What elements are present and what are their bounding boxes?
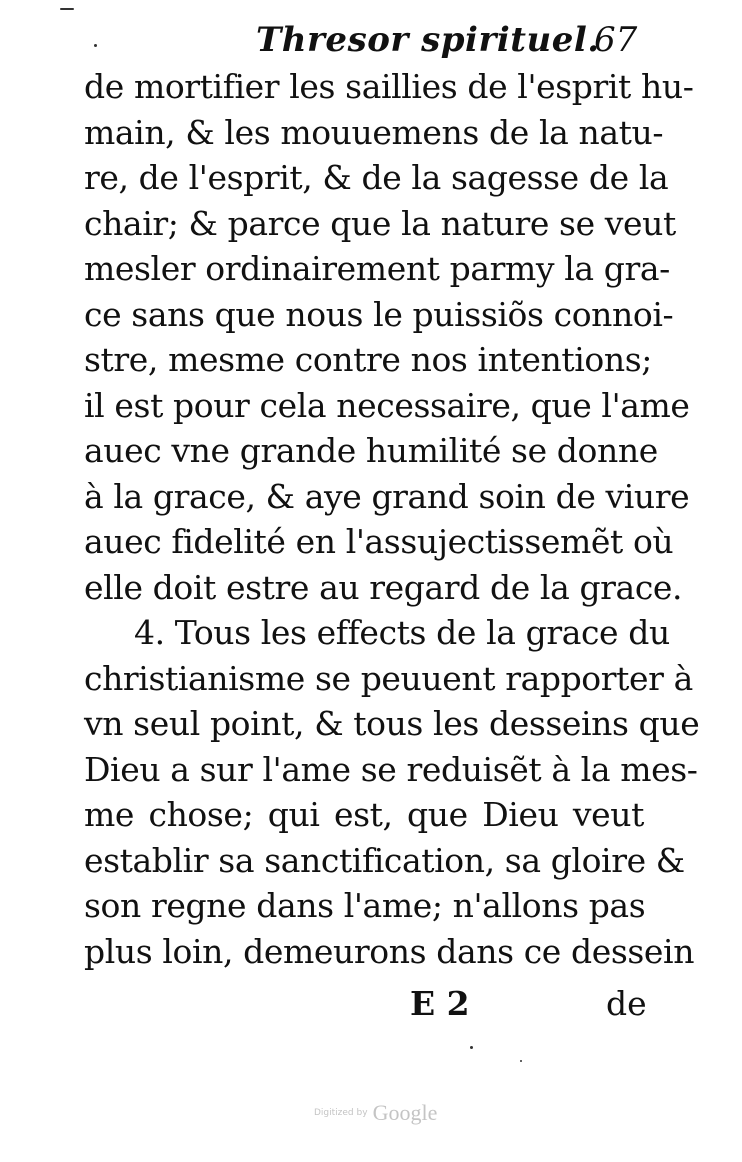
text-line: auec fidelité en l'assujectissemẽt où: [84, 522, 674, 561]
page-header: [0, 14, 742, 62]
text-line: à la grace, & aye grand soin de viure: [84, 476, 690, 516]
text-line: christianisme se peuuent rapporter à: [84, 658, 693, 698]
text-line: mesler ordinairement parmy la gra-: [84, 249, 670, 288]
text-line: ce sans que nous le puissiõs connoi-: [84, 294, 674, 334]
page-footer: [0, 980, 742, 1030]
ink-speck: [520, 1060, 522, 1062]
text-line: re, de l'esprit, & de la sagesse de la: [84, 158, 669, 197]
signature-mark: E 2: [410, 984, 470, 1023]
text-line: chair; & parce que la nature se veut: [84, 203, 676, 243]
ink-speck: [60, 8, 74, 10]
digitization-watermark: [314, 1100, 474, 1130]
text-line: son regne dans l'ame; n'allons pas: [84, 886, 646, 925]
text-line: me chose; qui est, que Dieu veut: [84, 795, 644, 834]
text-line: Dieu a sur l'ame se reduisẽt à la mes-: [84, 749, 698, 789]
watermark-brand: Google: [372, 1100, 438, 1125]
text-line: main, & les mouuemens de la natu-: [84, 112, 664, 152]
paragraph-4-start-line: 4. Tous les effects de la grace du: [134, 613, 670, 652]
text-line: de mortifier les saillies de l'esprit hu-: [84, 67, 694, 106]
body-text: [84, 64, 700, 974]
watermark-prefix: Digitized by: [314, 1108, 368, 1118]
text-line: establir sa sanctification, sa gloire &: [84, 840, 685, 880]
text-line: plus loin, demeurons dans ce dessein: [84, 931, 695, 971]
text-line: auec vne grande humilité se donne: [84, 431, 658, 470]
running-title: Thresor spirituel.: [256, 20, 600, 60]
paragraph-end-line: elle doit estre au regard de la grace.: [84, 567, 683, 607]
ink-speck: [470, 1046, 473, 1049]
text-line: vn seul point, & tous les desseins que: [84, 704, 700, 743]
text-line: il est pour cela necessaire, que l'ame: [84, 385, 690, 425]
catchword: de: [606, 984, 647, 1023]
ink-speck: [94, 44, 97, 47]
page-number: 67: [594, 20, 638, 60]
text-line: stre, mesme contre nos intentions;: [84, 340, 652, 379]
